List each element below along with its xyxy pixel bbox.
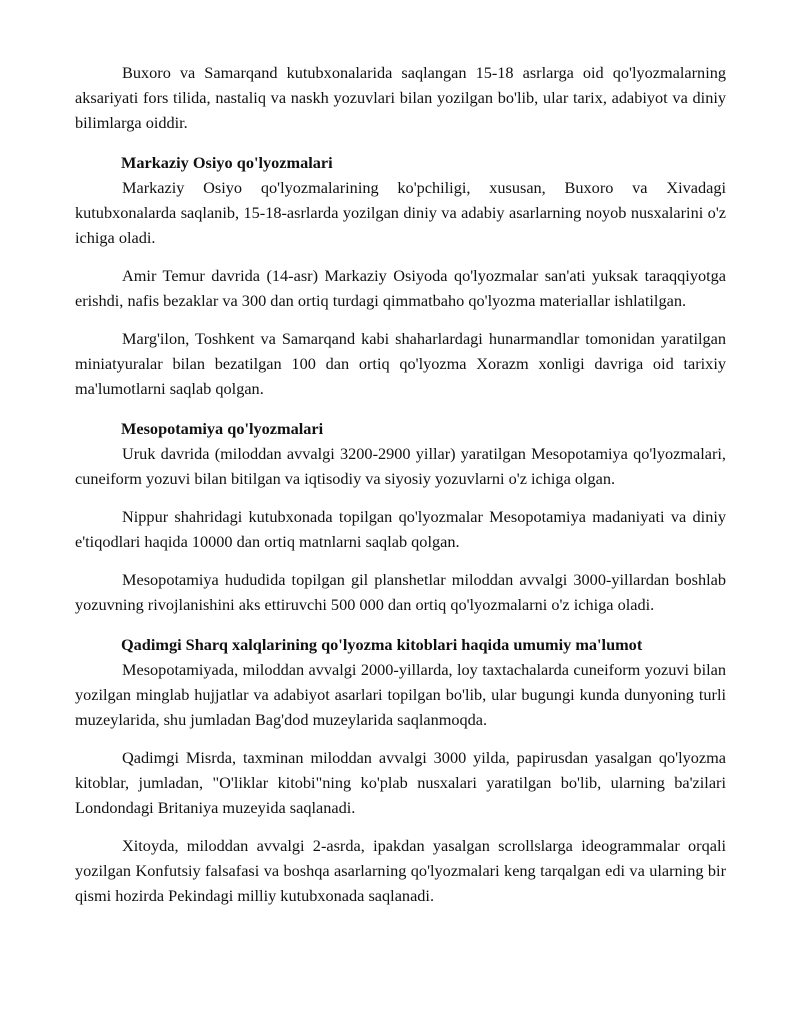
section-heading-ancient-east: Qadimgi Sharq xalqlarining qo'lyozma kitoblari haqida umumiy ma'lumot (121, 635, 643, 654)
paragraph: Qadimgi Misrda, taxminan miloddan avvalgi 3000 yilda, papirusdan yasalgan qo'lyozma kitoblar, jumladan, "O'liklar kitobi"ning ko'plab nusxalari yaratilgan bo'lib, ularning ba'zilari Londondagi Britaniya muzeyida saqlanadi. (75, 748, 726, 817)
section-heading-mesopotamia: Mesopotamiya qo'lyozmalari (121, 419, 324, 438)
intro-paragraph: Buxoro va Samarqand kutubxonalarida saqlangan 15-18 asrlarga oid qo'lyozmalarning aksariyati fors tilida, nastaliq va naskh yozuvlari bilan yozilgan bo'lib, ular tarix, adabiyot va diniy bilimlarga oiddir. (75, 63, 726, 132)
paragraph: Nippur shahridagi kutubxonada topilgan qo'lyozmalar Mesopotamiya madaniyati va diniy e'tiqodlari haqida 10000 dan ortiq matnlarni saqlab qolgan. (75, 507, 726, 551)
section-heading-central-asia: Markaziy Osiyo qo'lyozmalari (121, 153, 333, 172)
document-page (75, 60, 726, 908)
paragraph: Amir Temur davrida (14-asr) Markaziy Osiyoda qo'lyozmalar san'ati yuksak taraqqiyotga erishdi, nafis bezaklar va 300 dan ortiq turdagi qimmatbaho qo'lyozma materiallar ishlatilgan. (75, 266, 726, 310)
paragraph: Mesopotamiyada, miloddan avvalgi 2000-yillarda, loy taxtachalarda cuneiform yozuvi bilan yozilgan minglab hujjatlar va adabiyot asarlari topilgan bo'lib, ular bugungi kunda dunyoning turli muzeylarida, shu jumladan Bag'dod muzeylarida saqlanmoqda. (75, 660, 726, 729)
paragraph: Marg'ilon, Toshkent va Samarqand kabi shaharlardagi hunarmandlar tomonidan yaratilgan miniatyuralar bilan bezatilgan 100 dan ortiq qo'lyozma Xorazm xonligi davriga oid tarixiy ma'lumotlarni saqlab qolgan. (75, 329, 726, 398)
paragraph: Xitoyda, miloddan avvalgi 2-asrda, ipakdan yasalgan scrollslarga ideogrammalar orqali yozilgan Konfutsiy falsafasi va boshqa asarlarning qo'lyozmalari keng tarqalgan edi va ularning bir qismi hozirda Pekindagi milliy kutubxonada saqlanadi. (75, 836, 726, 905)
paragraph: Markaziy Osiyo qo'lyozmalarining ko'pchiligi, xususan, Buxoro va Xivadagi kutubxonalarda saqlanib, 15-18-asrlarda yozilgan diniy va adabiy asarlarning noyob nusxalarini o'z ichiga oladi. (75, 178, 726, 247)
paragraph: Mesopotamiya hududida topilgan gil planshetlar miloddan avvalgi 3000-yillardan boshlab yozuvning rivojlanishini aks ettiruvchi 500 000 dan ortiq qo'lyozmalarni o'z ichiga oladi. (75, 570, 726, 614)
paragraph: Uruk davrida (miloddan avvalgi 3200-2900 yillar) yaratilgan Mesopotamiya qo'lyozmalari, cuneiform yozuvi bilan bitilgan va iqtisodiy va siyosiy yozuvlarni o'z ichiga olgan. (75, 444, 726, 488)
